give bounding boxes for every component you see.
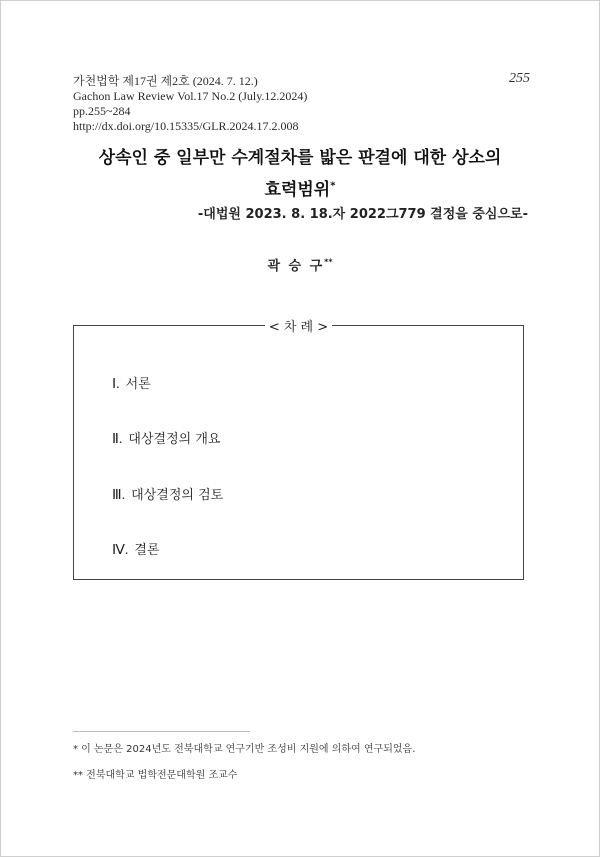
article-title-line-2 (0, 175, 600, 200)
toc-item-review[interactable] (112, 484, 223, 504)
table-of-contents (73, 320, 524, 580)
author-line (0, 255, 600, 274)
author-footnote-mark: ** (324, 257, 333, 267)
toc-item-numeral: Ⅰ. (112, 377, 120, 392)
toc-item-numeral: Ⅳ. (112, 543, 129, 558)
title-footnote-mark: * (330, 180, 336, 192)
page-number: 255 (509, 71, 530, 86)
footnote-funding: * 이 논문은 2024년도 전북대학교 연구기반 조성비 지원에 의하여 연구되었음. (73, 744, 416, 755)
page-range: pp.255~284 (73, 104, 131, 118)
footnote-divider (73, 731, 250, 732)
toc-item-numeral: Ⅲ. (112, 488, 126, 503)
journal-english-title: Gachon Law Review Vol.17 No.2 (July.12.2024) (73, 89, 308, 103)
toc-heading (74, 316, 523, 337)
article-title-text-2: 효력범위 (264, 180, 331, 200)
toc-item-numeral: Ⅱ. (112, 432, 123, 447)
journal-korean-title: 가천법학 제17권 제2호 (2024. 7. 12.) (73, 74, 258, 88)
toc-item-label: 결론 (134, 543, 160, 558)
toc-item-label: 대상결정의 개요 (128, 432, 221, 447)
author-name: 곽 승 구 (267, 259, 325, 274)
doi-link[interactable]: http://dx.doi.org/10.15335/GLR.2024.17.2.008 (73, 119, 299, 133)
article-subtitle: -대법원 2023. 8. 18.자 2022그779 결정을 중심으로- (197, 207, 528, 222)
article-title-line-1 (0, 143, 600, 168)
toc-item-label: 서론 (125, 377, 151, 392)
footnote-author-affiliation: ** 전북대학교 법학전문대학원 조교수 (73, 770, 238, 781)
journal-header (73, 74, 307, 134)
article-title-text-1: 상속인 중 일부만 수계절차를 밟은 판결에 대한 상소의 (98, 148, 502, 168)
toc-item-label: 대상결정의 검토 (131, 488, 224, 503)
toc-item-conclusion[interactable] (112, 539, 160, 559)
toc-item-introduction[interactable] (112, 373, 151, 393)
toc-heading-text: < 차 례 > (265, 319, 332, 337)
toc-item-overview[interactable] (112, 428, 220, 448)
